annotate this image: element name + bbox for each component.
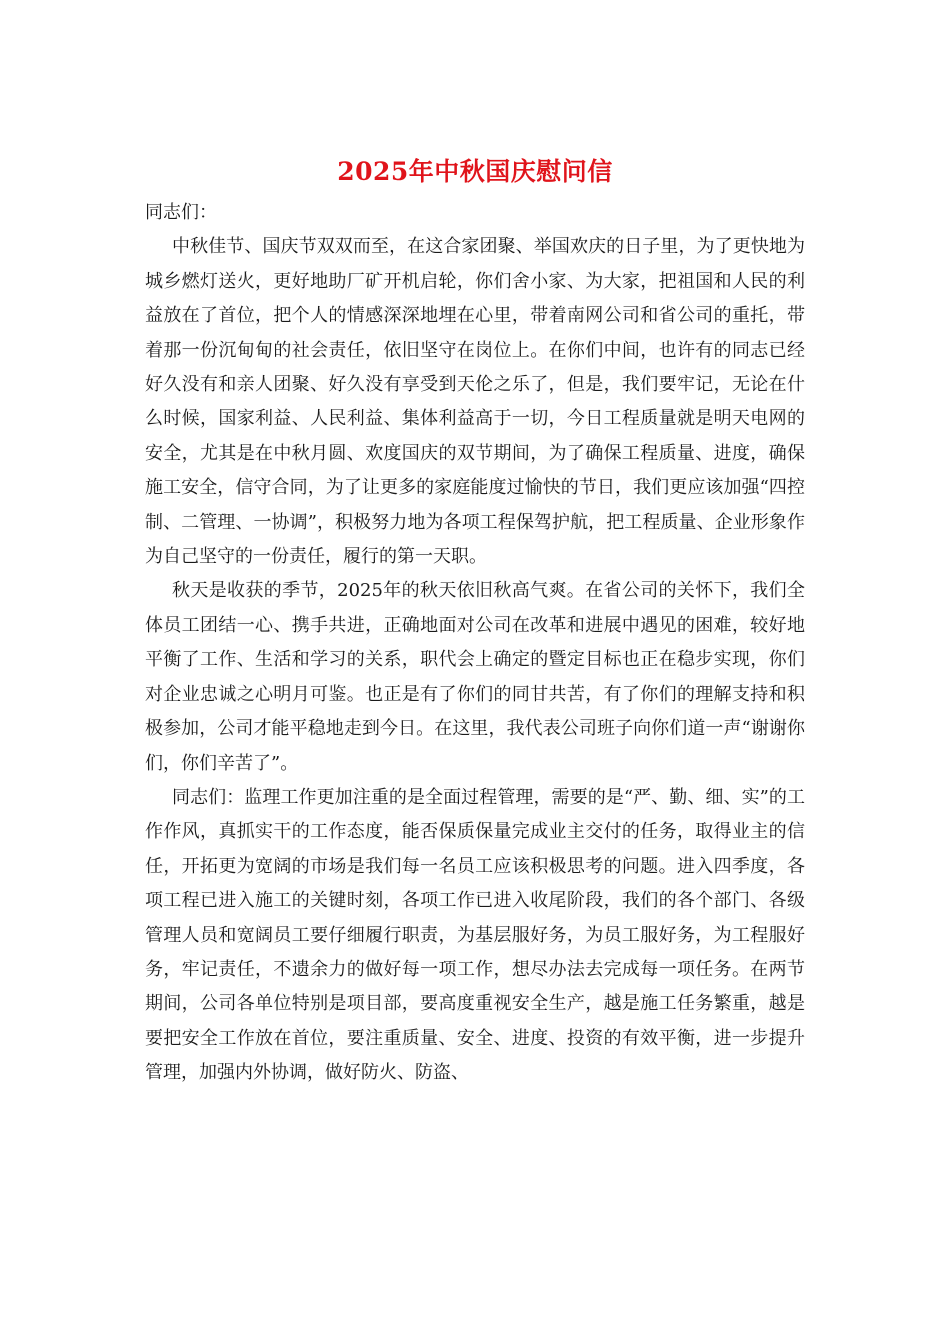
salutation: 同志们： [145, 202, 217, 223]
letter-body [145, 196, 805, 1091]
paragraph-2: 秋天是收获的季节，2025年的秋天依旧秋高气爽。在省公司的关怀下，我们全体员工团结一心、携手共进，正确地面对公司在改革和进展中遇见的困难，较好地平衡了工作、生活和学习的关系，职代会上确定的暨定目标也正在稳步实现，你们对企业忠诚之心明月可鉴。也正是有了你们的同甘共苦，有了你们的理解支持和积极参加，公司才能平稳地走到今日。在这里，我代表公司班子向你们道一声“谢谢你们，你们辛苦了”。 [145, 580, 805, 774]
page-title: 2025年中秋国庆慰问信 [337, 157, 613, 186]
paragraph-1: 中秋佳节、国庆节双双而至，在这合家团聚、举国欢庆的日子里，为了更快地为城乡燃灯送火，更好地助厂矿开机启轮，你们舍小家、为大家，把祖国和人民的利益放在了首位，把个人的情感深深地埋在心里，带着南网公司和省公司的重托，带着那一份沉甸甸的社会责任，依旧坚守在岗位上。在你们中间，也许有的同志已经好久没有和亲人团聚、好久没有享受到天伦之乐了，但是，我们要牢记，无论在什么时候，国家利益、人民利益、集体利益高于一切，今日工程质量就是明天电网的安全，尤其是在中秋月圆、欢度国庆的双节期间，为了确保工程质量、进度，确保施工安全，信守合同，为了让更多的家庭能度过愉快的节日，我们更应该加强“四控制、二管理、一协调”，积极努力地为各项工程保驾护航，把工程质量、企业形象作为自己坚守的一份责任，履行的第一天职。 [145, 236, 805, 568]
paragraph-3: 同志们：监理工作更加注重的是全面过程管理，需要的是“严、勤、细、实”的工作作风，真抓实干的工作态度，能否保质保量完成业主交付的任务，取得业主的信任，开拓更为宽阔的市场是我们每一名员工应该积极思考的问题。进入四季度，各项工程已进入施工的关键时刻，各项工作已进入收尾阶段，我们的各个部门、各级管理人员和宽阔员工要仔细履行职责，为基层服好务，为员工服好务，为工程服好务，牢记责任，不遗余力的做好每一项工作，想尽办法去完成每一项任务。在两节期间，公司各单位特别是项目部，要高度重视安全生产，越是施工任务繁重，越是要把安全工作放在首位，要注重质量、安全、进度、投资的有效平衡，进一步提升管理，加强内外协调，做好防火、防盗、 [145, 786, 805, 1084]
